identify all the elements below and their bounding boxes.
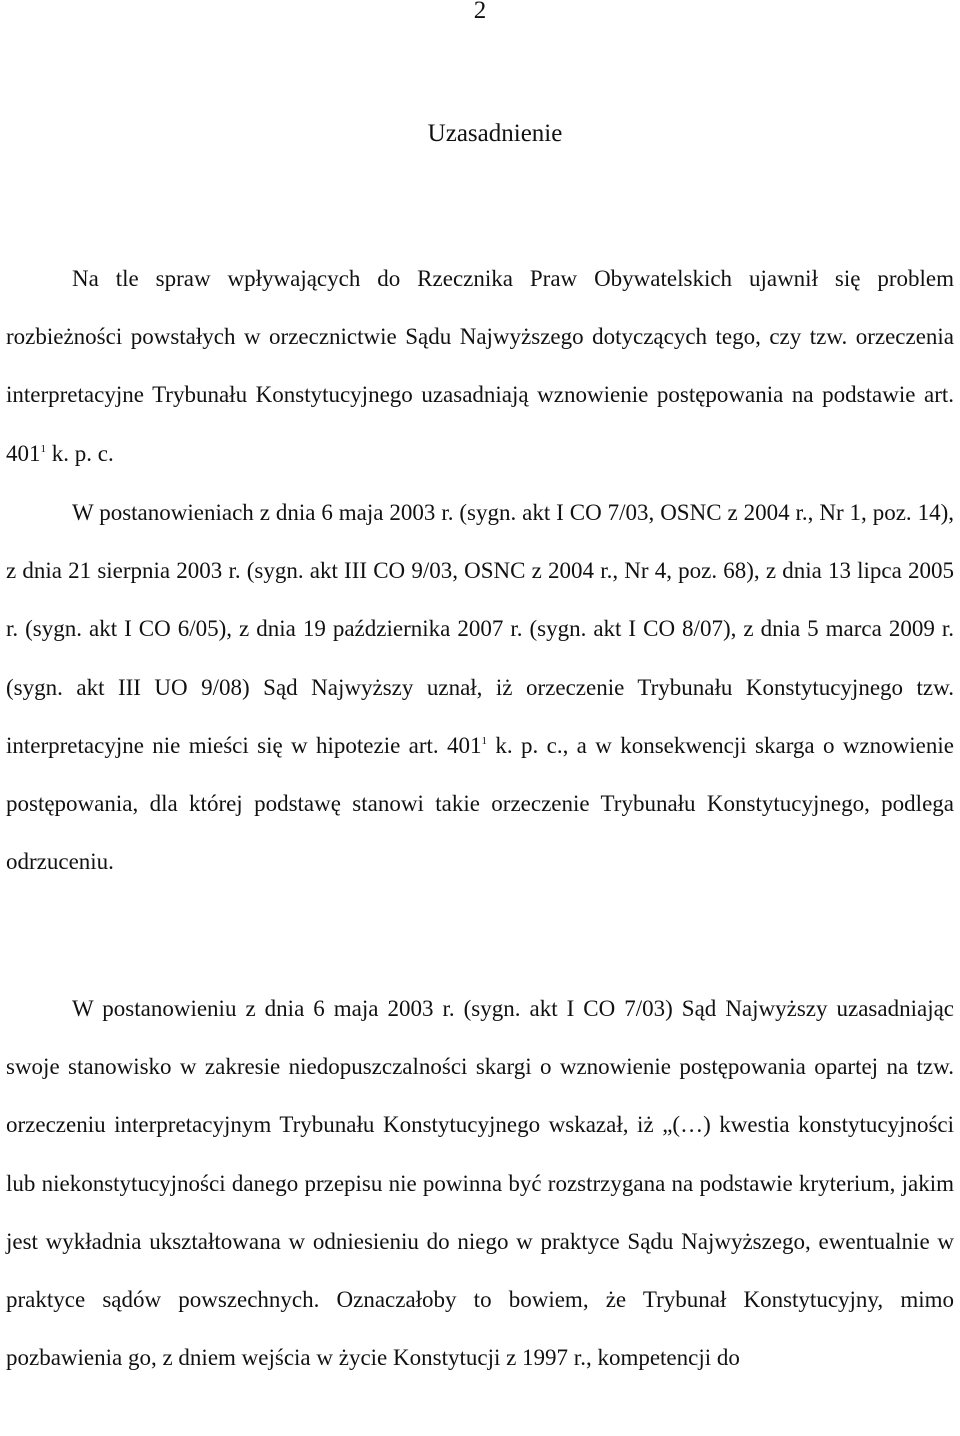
paragraph-1-text: Na tle spraw wpływających do Rzecznika Praw Obywatelskich ujawnił się problem rozbieżności powstałych w orzecznictwie Sądu Najwyższego dotyczących tego, czy tzw. orzeczenia interpretacyjne Trybunału Konstytucyjnego uzasadniają wznowienie postępowania na podstawie art. 401 [6, 266, 954, 466]
paragraph-2 [6, 484, 954, 891]
paragraph-1 [6, 250, 954, 483]
paragraph-1-tail: k. p. c. [46, 440, 114, 466]
superscript-2: 1 [481, 734, 488, 747]
paragraph-2-tail: k. p. c., a w konsekwencji skarga o wznowienie postępowania, dla której podstawę stanowi takie orzeczenie Trybunału Konstytucyjnego, podlega odrzuceniu. [6, 732, 954, 875]
paragraph-3-text: W postanowieniu z dnia 6 maja 2003 r. (sygn. akt I CO 7/03) Sąd Najwyższy uzasadniając swoje stanowisko w zakresie niedopuszczalności skargi o wznowienie postępowania opartej na tzw. orzeczeniu interpretacyjnym Trybunału Konstytucyjnego wskazał, iż „(…) kwestia konstytucyjności lub niekonstytucyjności danego przepisu nie powinna być rozstrzygana na podstawie kryterium, jakim jest wykładnia ukształtowana w odniesieniu do niego w praktyce Sądu Najwyższego, ewentualnie w praktyce sądów powszechnych. Oznaczałoby to bowiem, że Trybunał Konstytucyjny, mimo pozbawienia go, z dniem wejścia w życie Konstytucji z 1997 r., kompetencji do [6, 996, 954, 1371]
document-heading: Uzasadnienie [427, 120, 563, 147]
paragraph-2-text: W postanowieniach z dnia 6 maja 2003 r. (sygn. akt I CO 7/03, OSNC z 2004 r., Nr 1, poz. 14), z dnia 21 sierpnia 2003 r. (sygn. akt III CO 9/03, OSNC z 2004 r., Nr 4, poz. 68), z dnia 13 lipca 2005 r. (sygn. akt I CO 6/05), z dnia 19 października 2007 r. (sygn. akt I CO 8/07), z dnia 5 marca 2009 r. (sygn. akt III UO 9/08) Sąd Najwyższy uznał, iż orzeczenie Trybunału Konstytucyjnego tzw. interpretacyjne nie mieści się w hipotezie art. 401 [6, 500, 954, 758]
paragraph-3 [6, 980, 954, 1387]
page-number: 2 [473, 0, 487, 24]
superscript-1: 1 [40, 442, 46, 455]
